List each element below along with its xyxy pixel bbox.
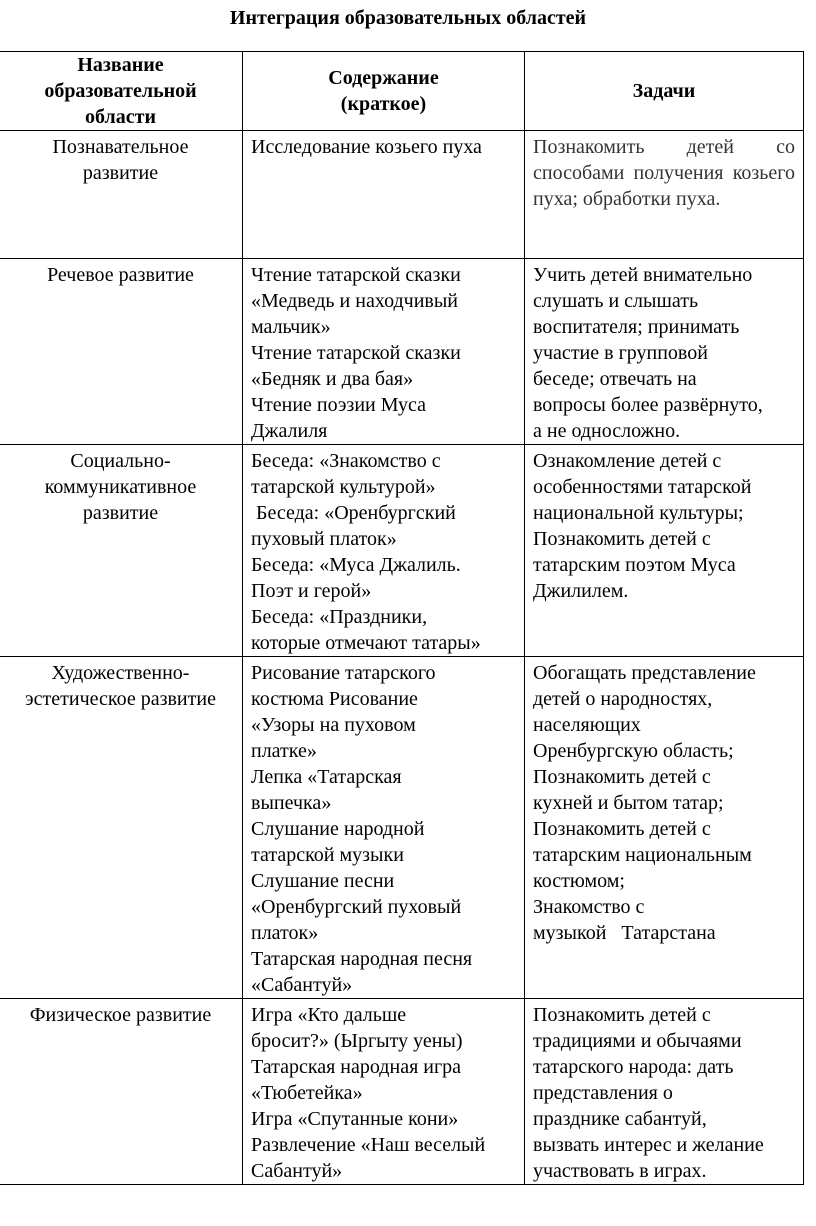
content-line: татарской культурой» [251,476,436,498]
area-cell [0,999,243,1185]
content-line: Слушание народной [251,818,425,840]
content-line: Лепка «Татарская [251,766,402,788]
tasks-cell [525,445,804,657]
tasks-line: участвовать в играх. [533,1160,707,1182]
tasks-text: Познакомить детей со способами получения козьего пуха; обработки пуха. [533,136,795,210]
area-line: Художественно- [51,662,190,684]
content-line: мальчик» [251,316,331,338]
content-line: «Сабантуй» [251,974,353,996]
tasks-line: Ознакомление детей с [533,450,722,472]
tasks-line: татарским национальным [533,844,752,866]
content-line: Беседа: «Оренбургский [251,502,456,524]
content-line: костюма Рисование [251,688,418,710]
tasks-line: празднике сабантуй, [533,1108,707,1130]
tasks-line: воспитателя; принимать [533,316,740,338]
content-line: пуховый платок» [251,528,397,550]
tasks-line: беседе; отвечать на [533,368,697,390]
tasks-line: татарского народа: дать [533,1056,734,1078]
tasks-line: Познакомить детей с [533,766,711,788]
tasks-line: Познакомить детей с [533,1004,711,1026]
tasks-cell [525,657,804,999]
tasks-line: музыкой Татарстана [533,922,716,944]
tasks-line: участие в групповой [533,342,708,364]
area-cell [0,445,243,657]
content-line: «Бедняк и два бая» [251,368,414,390]
tasks-cell [525,131,804,259]
tasks-line: Познакомить детей с [533,528,711,550]
content-line: Рисование татарского [251,662,436,684]
tasks-line: Учить детей внимательно [533,264,753,286]
content-line: Игра «Спутанные кони» [251,1108,459,1130]
tasks-cell [525,259,804,445]
table-row [0,131,804,259]
content-line: выпечка» [251,792,332,814]
table-row [0,445,804,657]
content-line: Поэт и герой» [251,580,372,602]
area-cell [0,657,243,999]
tasks-line: Джилилем. [533,580,629,602]
tasks-line: вызвать интерес и желание [533,1134,764,1156]
header-area-line: образовательной [44,80,197,102]
content-line: Исследование козьего пуха [251,136,482,158]
content-line: платок» [251,922,319,944]
content-line: Чтение татарской сказки [251,264,461,286]
header-content [243,52,525,131]
area-line: развитие [82,162,159,184]
header-tasks: Задачи [525,52,804,131]
content-line: «Тюбетейка» [251,1082,363,1104]
content-line: Беседа: «Муса Джалиль. [251,554,461,576]
content-line: Чтение татарской сказки [251,342,461,364]
area-line: Речевое развитие [47,264,194,286]
content-line: Татарская народная игра [251,1056,462,1078]
area-cell [0,259,243,445]
content-line: татарской музыки [251,844,404,866]
content-cell [243,445,525,657]
tasks-line: вопросы более развёрнуто, [533,394,763,416]
area-line: Социально- [70,450,171,472]
table-row [0,657,804,999]
content-line: Чтение поэзии Муса [251,394,427,416]
content-line: «Оренбургский пуховый [251,896,462,918]
content-line: которые отмечают татары» [251,632,481,654]
content-cell [243,657,525,999]
tasks-line: национальной культуры; [533,502,744,524]
content-line: Беседа: «Праздники, [251,606,428,628]
table-row [0,259,804,445]
content-cell [243,131,525,259]
area-line: эстетическое развитие [25,688,216,710]
tasks-line: а не односложно. [533,420,681,442]
area-line: коммуникативное [44,476,197,498]
content-line: Татарская народная песня [251,948,473,970]
tasks-line: Знакомство с [533,896,645,918]
tasks-line: кухней и бытом татар; [533,792,724,814]
tasks-line: традициями и обычаями [533,1030,742,1052]
tasks-line: Оренбургскую область; [533,740,734,762]
tasks-line: татарским поэтом Муса [533,554,736,576]
table-row [0,999,804,1185]
tasks-line: Познакомить детей с [533,818,711,840]
content-line: «Медведь и находчивый [251,290,459,312]
tasks-line: представления о [533,1082,673,1104]
content-line: платке» [251,740,317,762]
content-line: Слушание песни [251,870,395,892]
area-line: развитие [82,502,159,524]
content-cell [243,259,525,445]
content-cell [243,999,525,1185]
tasks-line: слушать и слышать [533,290,699,312]
content-line: бросит?» (Ыргыту уены) [251,1030,463,1052]
header-area-line: Название [77,54,164,76]
integration-table [0,51,804,1185]
tasks-line: костюмом; [533,870,625,892]
tasks-cell [525,999,804,1185]
content-line: Сабантуй» [251,1160,343,1182]
content-line: Игра «Кто дальше [251,1004,407,1026]
content-line: Джалиля [251,420,328,442]
content-line: «Узоры на пуховом [251,714,416,736]
tasks-line: Обогащать представление [533,662,756,684]
area-line: Познавательное [52,136,189,158]
tasks-line: особенностями татарской [533,476,752,498]
tasks-line: населяющих [533,714,641,736]
tasks-line: детей о народностях, [533,688,713,710]
content-line: Развлечение «Наш веселый [251,1134,486,1156]
area-line: Физическое развитие [29,1004,212,1026]
header-area [0,52,243,131]
header-content-line: Содержание [328,67,439,89]
area-cell [0,131,243,259]
document-title: Интеграция образовательных областей [229,7,587,29]
header-row [0,52,804,131]
header-area-line: области [85,106,156,128]
content-line: Беседа: «Знакомство с [251,450,441,472]
header-content-line: (краткое) [340,93,427,115]
